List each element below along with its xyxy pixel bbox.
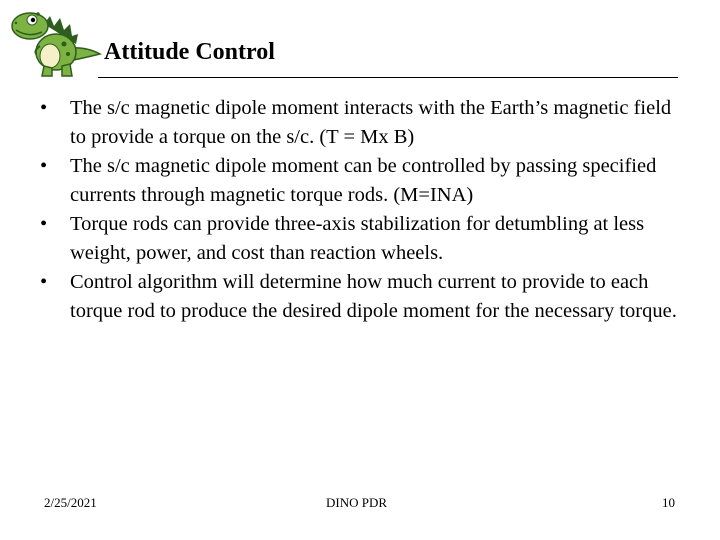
title-underline	[98, 77, 678, 78]
bullet-list	[40, 94, 690, 326]
footer-page-number: 10	[662, 495, 675, 510]
footer-date: 2/25/2021	[44, 495, 97, 510]
bullet-symbol: •	[40, 213, 48, 235]
bullet-item	[40, 94, 690, 152]
bullet-text: Torque rods can provide three-axis stabilization for detumbling at less weight, power, and cost than reaction wheels.	[70, 213, 645, 264]
dinosaur-logo-icon	[4, 4, 104, 78]
bullet-symbol: •	[40, 97, 48, 119]
bullet-text: Control algorithm will determine how much current to provide to each torque rod to produce the desired dipole moment for the necessary torque.	[70, 271, 677, 322]
slide-title: Attitude Control	[104, 39, 275, 65]
bullet-item	[40, 268, 690, 326]
bullet-symbol: •	[40, 155, 48, 177]
bullet-item	[40, 152, 690, 210]
bullet-symbol: •	[40, 271, 48, 293]
bullet-item	[40, 210, 690, 268]
bullet-text: The s/c magnetic dipole moment can be controlled by passing specified currents through magnetic torque rods. (M=INA)	[70, 155, 657, 206]
bullet-text: The s/c magnetic dipole moment interacts with the Earth’s magnetic field to provide a torque on the s/c. (T = Mx B)	[70, 97, 672, 148]
footer-center-text: DINO PDR	[326, 495, 388, 510]
